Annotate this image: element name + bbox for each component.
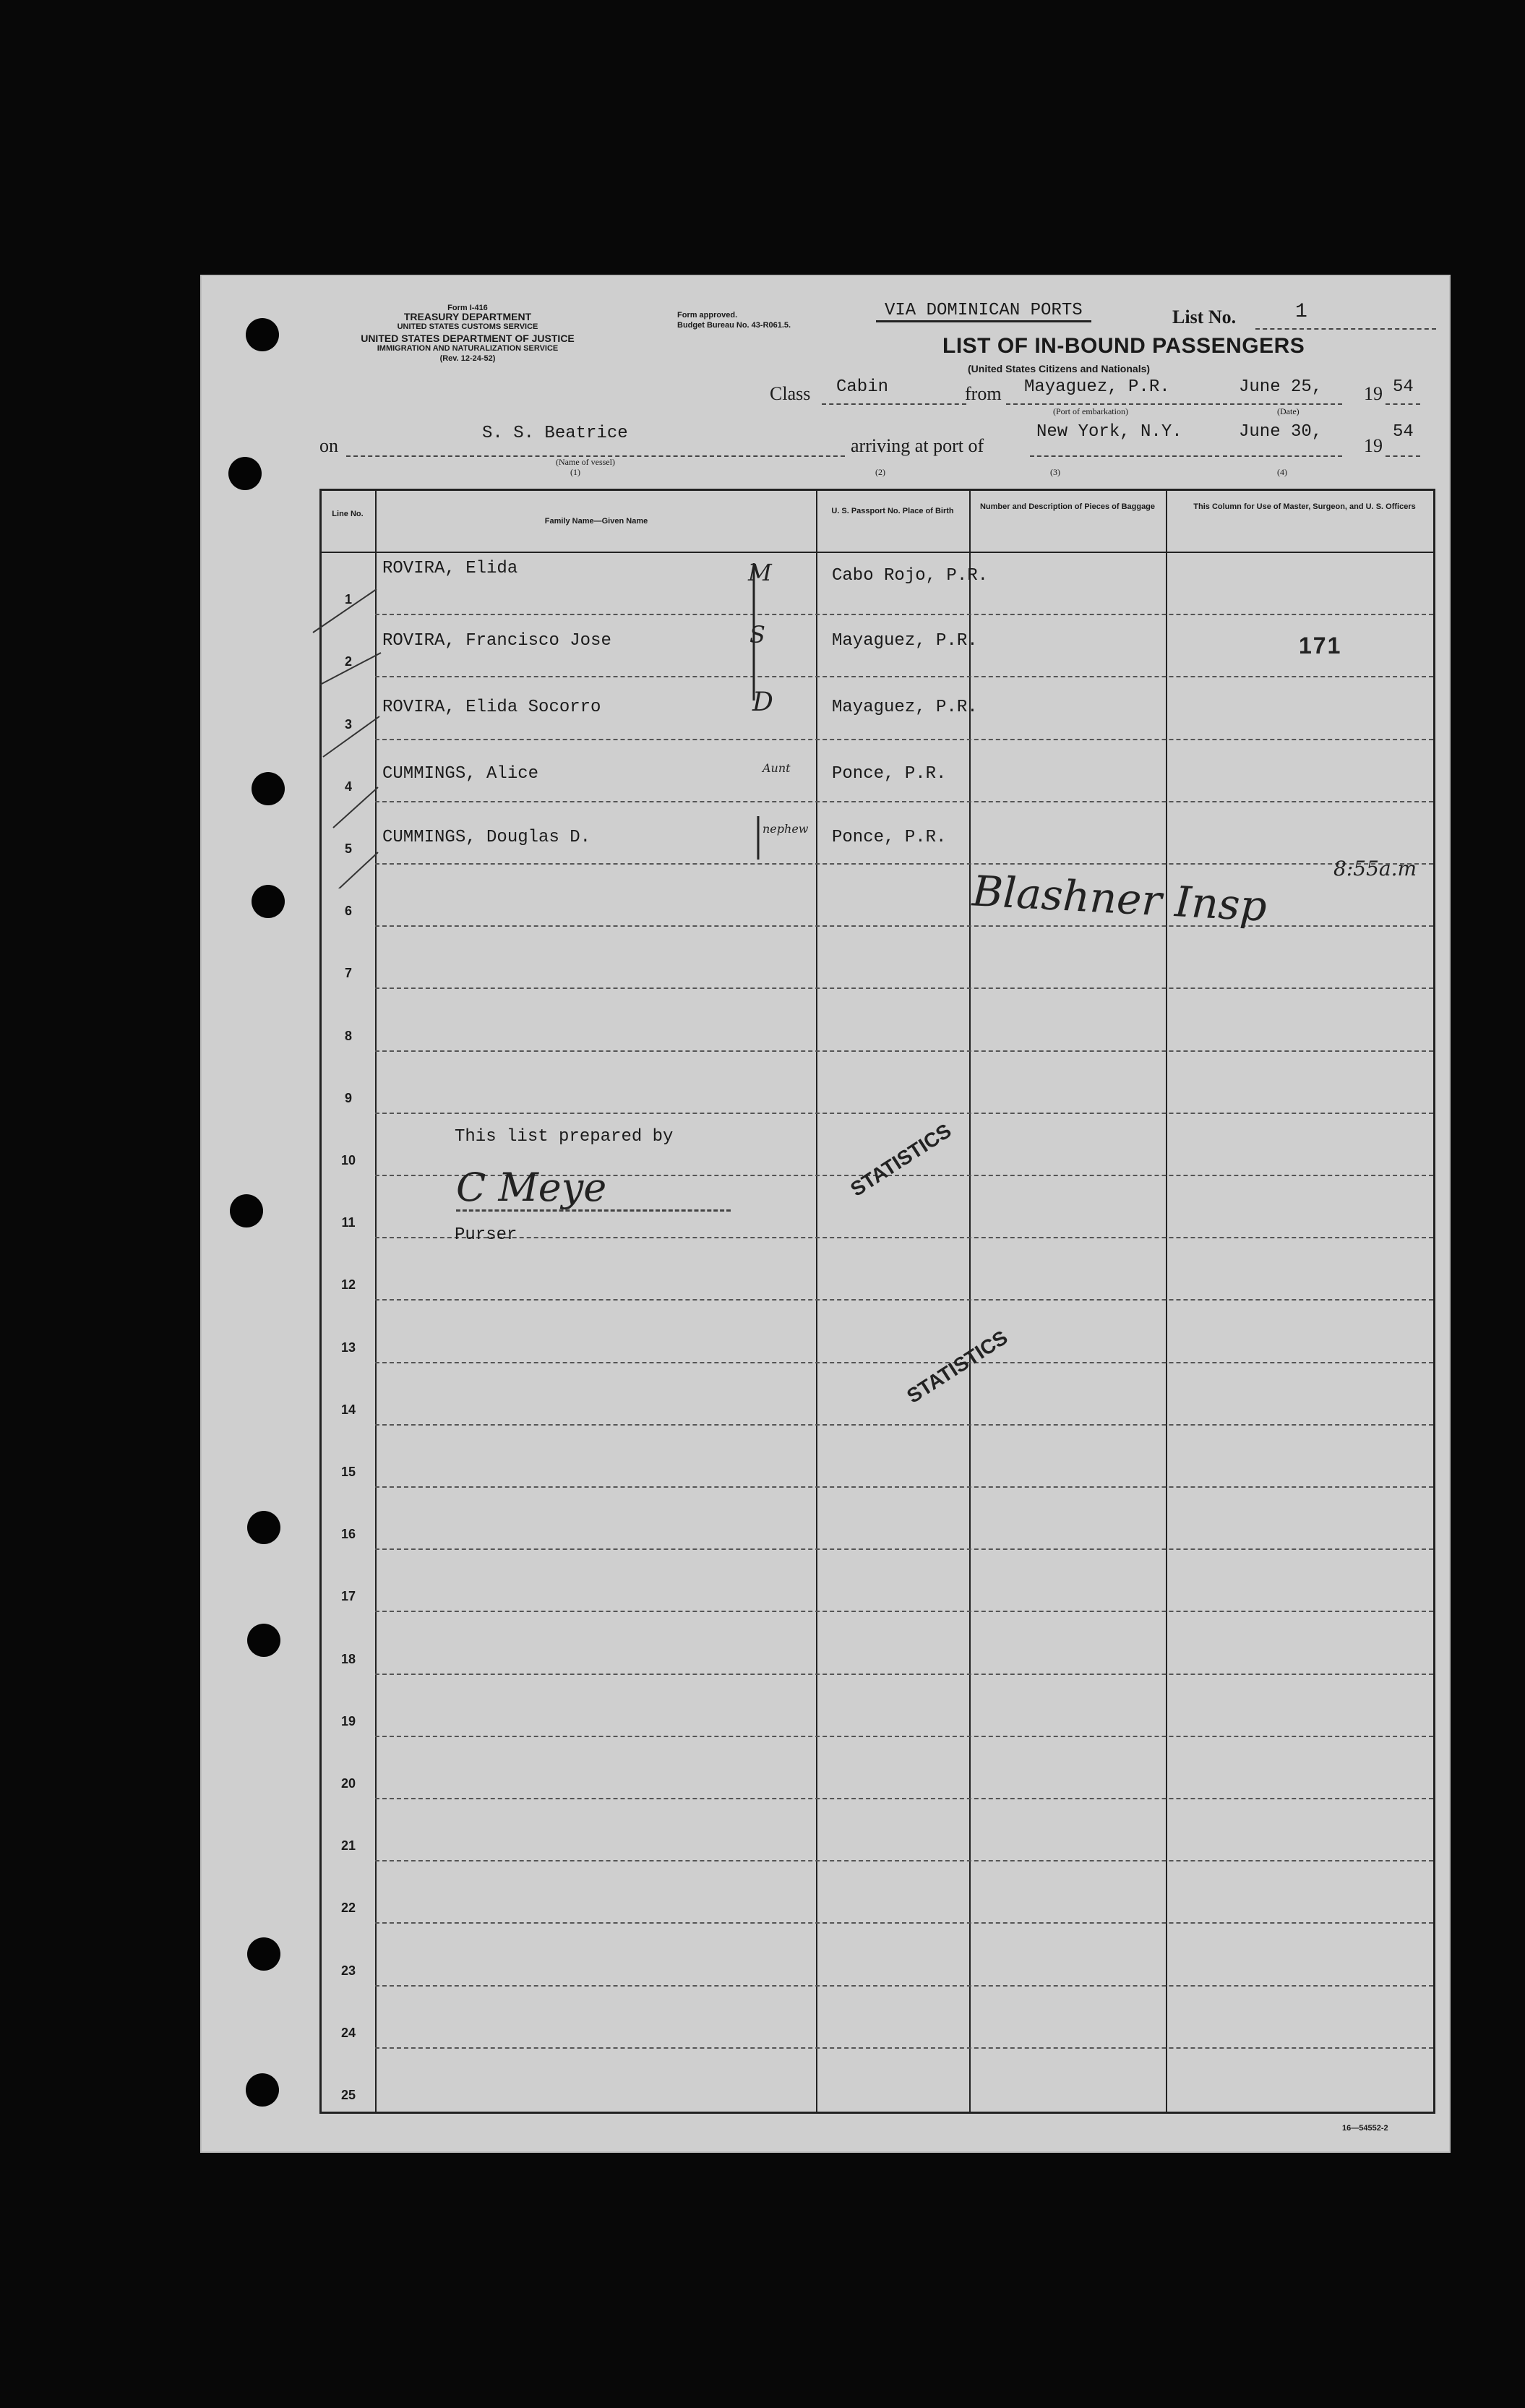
row-rule	[375, 1860, 1433, 1861]
passenger-birth-4: Ponce, P.R.	[832, 764, 947, 784]
from-label: from	[965, 383, 1002, 404]
line-number: 2	[344, 654, 352, 669]
budget-bureau: Budget Bureau No. 43-R061.5.	[677, 321, 791, 330]
line-number: 10	[340, 1153, 356, 1167]
binder-hole	[246, 2073, 279, 2107]
form-number: Form I-416	[447, 304, 488, 312]
list-number: 1	[1295, 301, 1307, 323]
row-rule	[375, 1736, 1433, 1737]
arrival-port: New York, N.Y.	[1036, 422, 1182, 442]
passenger-name-5: CUMMINGS, Douglas D.	[382, 828, 591, 847]
binder-hole	[247, 1937, 280, 1971]
col-name: Family Name—Given Name	[544, 517, 648, 526]
passenger-name-3: ROVIRA, Elida Socorro	[382, 698, 601, 717]
row-rule	[375, 1424, 1433, 1426]
embark-port: Mayaguez, P.R.	[1024, 377, 1170, 397]
vessel-col-num: (1)	[570, 467, 580, 477]
line-number: 3	[344, 716, 352, 732]
line-number: 24	[340, 2025, 356, 2040]
passenger-name-2: ROVIRA, Francisco Jose	[382, 631, 611, 651]
col2-num: (2)	[875, 467, 885, 477]
form-title: LIST OF IN-BOUND PASSENGERS	[942, 334, 1305, 358]
col-line-no: Line No.	[332, 510, 364, 518]
line-number: 7	[344, 966, 352, 981]
inspector-signature: Blashner Insp	[971, 866, 1268, 931]
purser-label: Purser	[455, 1225, 517, 1245]
line-number: 17	[340, 1589, 356, 1604]
passenger-birth-1: Cabo Rojo, P.R.	[832, 566, 989, 586]
on-label: on	[319, 435, 338, 456]
officer-number: 171	[1299, 633, 1342, 659]
line-number: 25	[340, 2088, 356, 2102]
inspection-time: 8:55a.m	[1333, 857, 1417, 880]
relation-note-3: D	[752, 687, 773, 717]
relation-brackets	[734, 556, 777, 860]
line-number: 4	[344, 779, 352, 794]
relation-note-5: nephew	[762, 822, 809, 836]
line-number: 8	[344, 1028, 352, 1043]
row-rule	[375, 1362, 1433, 1363]
col-passport: U. S. Passport No. Place of Birth	[831, 507, 954, 515]
class-label: Class	[770, 383, 811, 404]
treasury-dept: TREASURY DEPARTMENT	[403, 311, 532, 322]
row-rule	[375, 1299, 1433, 1301]
line-number: 19	[340, 1713, 356, 1728]
line-number: 14	[340, 1402, 356, 1417]
via-ports: VIA DOMINICAN PORTS	[876, 301, 1091, 322]
tally-marks	[312, 541, 391, 888]
row-rule	[375, 1486, 1433, 1488]
vessel-caption: (Name of vessel)	[556, 457, 615, 467]
embark-year-prefix: 19	[1364, 383, 1383, 404]
line-number: 18	[340, 1651, 356, 1666]
customs-service: UNITED STATES CUSTOMS SERVICE	[397, 322, 538, 331]
purser-signature: C Meye	[456, 1165, 607, 1210]
form-approved: Form approved.	[677, 311, 738, 320]
date-caption: (Date)	[1277, 406, 1300, 416]
line-number: 20	[340, 1776, 356, 1791]
line-number: 9	[344, 1090, 352, 1105]
row-rule	[375, 1798, 1433, 1799]
line-number: 6	[344, 904, 352, 919]
revision-date: (Rev. 12-24-52)	[439, 354, 496, 363]
relation-note-1: M	[748, 559, 772, 586]
arrival-date: June 30,	[1239, 422, 1323, 442]
row-rule	[375, 1985, 1433, 1987]
passenger-birth-5: Ponce, P.R.	[832, 828, 947, 847]
row-rule	[375, 863, 1433, 865]
embark-date: June 25,	[1239, 377, 1323, 397]
line-number: 12	[340, 1277, 356, 1293]
row-rule	[375, 614, 1433, 615]
row-rule	[375, 987, 1433, 989]
binder-hole	[252, 772, 285, 805]
line-number: 22	[340, 1901, 356, 1916]
embark-port-caption: (Port of embarkation)	[1053, 406, 1128, 416]
form-code: 16—54552-2	[1342, 2124, 1388, 2133]
row-rule	[375, 739, 1433, 740]
arrival-year: 54	[1393, 422, 1414, 442]
col-baggage: Number and Description of Pieces of Baggage	[979, 502, 1156, 511]
arriving-label: arriving at port of	[851, 435, 984, 456]
row-rule	[375, 2047, 1433, 2049]
row-rule	[375, 925, 1433, 927]
list-no-label: List No.	[1172, 307, 1237, 327]
passenger-name-4: CUMMINGS, Alice	[382, 764, 539, 784]
row-rule	[375, 1113, 1433, 1114]
col4-num: (4)	[1277, 467, 1287, 477]
arrival-year-prefix: 19	[1364, 435, 1383, 456]
row-rule	[375, 1674, 1433, 1675]
binder-hole	[252, 885, 285, 918]
passenger-table	[319, 489, 1435, 2114]
line-number: 11	[341, 1215, 356, 1230]
class-value: Cabin	[836, 377, 889, 397]
row-rule	[375, 1237, 1433, 1238]
relation-note-2: S	[749, 621, 765, 648]
line-number: 16	[340, 1527, 356, 1542]
line-number: 5	[344, 841, 352, 856]
manifest-page	[200, 275, 1451, 2153]
row-rule	[375, 1050, 1433, 1052]
col3-num: (3)	[1050, 467, 1060, 477]
binder-hole	[230, 1194, 263, 1227]
passenger-name-1: ROVIRA, Elida	[382, 559, 518, 578]
statistics-stamp-2: STATISTICS	[903, 1326, 1012, 1407]
row-rule	[375, 1548, 1433, 1550]
passenger-birth-3: Mayaguez, P.R.	[832, 698, 978, 717]
row-rule	[375, 676, 1433, 677]
form-subtitle: (United States Citizens and Nationals)	[968, 363, 1151, 374]
ins-service: IMMIGRATION AND NATURALIZATION SERVICE	[377, 344, 559, 353]
binder-hole	[246, 318, 279, 351]
statistics-stamp-1: STATISTICS	[846, 1119, 955, 1201]
row-rule	[375, 1611, 1433, 1612]
prepared-by-label: This list prepared by	[455, 1127, 674, 1147]
justice-dept: UNITED STATES DEPARTMENT OF JUSTICE	[361, 333, 575, 344]
row-rule	[375, 1922, 1433, 1924]
passenger-birth-2: Mayaguez, P.R.	[832, 631, 978, 651]
embark-year: 54	[1393, 377, 1414, 397]
line-number: 1	[344, 592, 352, 607]
binder-hole	[247, 1624, 280, 1657]
binder-hole	[247, 1511, 280, 1544]
binder-hole	[228, 457, 262, 490]
line-number: 13	[340, 1340, 356, 1355]
vessel-name: S. S. Beatrice	[482, 424, 628, 443]
line-number: 21	[340, 1838, 356, 1854]
col-officers: This Column for Use of Master, Surgeon, and U. S. Officers	[1193, 502, 1416, 511]
row-rule	[375, 801, 1433, 802]
relation-note-4: Aunt	[762, 761, 791, 775]
line-number: 23	[340, 1963, 356, 1978]
line-number: 15	[340, 1465, 356, 1479]
